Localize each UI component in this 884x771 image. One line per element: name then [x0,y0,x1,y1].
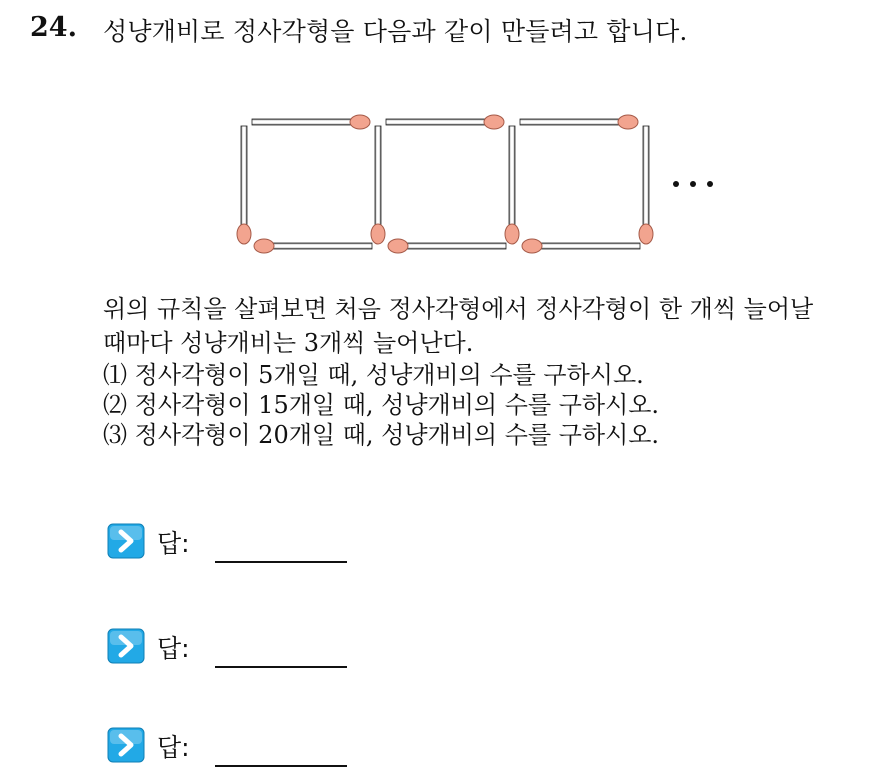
match-head [350,115,370,129]
sub-question-2: ⑵ 정사각형이 15개일 때, 성냥개비의 수를 구하시오. [103,391,660,419]
arrow-icon [107,523,145,559]
matchstick-figure [230,108,730,268]
answer-blank-line[interactable] [215,666,347,668]
matchstick-horizontal-top [520,119,634,125]
matchstick-squares-illustration [230,108,730,268]
problem-body [103,292,873,450]
match-head [371,224,385,244]
answer-blank-line[interactable] [215,765,347,767]
answer-label: 답: [157,733,190,762]
body-line-1: 위의 규칙을 살펴보면 처음 정사각형에서 정사각형이 한 개씩 늘어날 [103,295,814,323]
matchstick-horizontal-bottom [534,243,640,249]
matchstick-vertical [241,126,247,236]
match-head [522,239,542,253]
arrow-icon [107,628,145,664]
matchstick-vertical [643,126,649,236]
matchstick-vertical [375,126,381,236]
answer-label: 답: [157,634,190,663]
answer-row-1 [107,523,367,563]
match-head [484,115,504,129]
arrow-icon [107,727,145,763]
question-text: 성냥개비로 정사각형을 다음과 같이 만들려고 합니다. [103,17,688,46]
sub-question-1: ⑴ 정사각형이 5개일 때, 성냥개비의 수를 구하시오. [103,361,644,389]
match-head [237,224,251,244]
matchstick-horizontal-bottom [400,243,506,249]
answer-row-2 [107,628,367,668]
match-head [618,115,638,129]
body-line-2: 때마다 성냥개비는 3개씩 늘어난다. [103,329,474,357]
answer-row-3 [107,727,367,767]
ellipsis-dots [673,181,713,187]
matchstick-horizontal-top [252,119,366,125]
match-head [505,224,519,244]
matchstick-horizontal-top [386,119,500,125]
answer-label: 답: [157,529,190,558]
match-head [254,239,274,253]
match-head [388,239,408,253]
matchstick-horizontal-bottom [266,243,372,249]
match-head [639,224,653,244]
matchstick-vertical [509,126,515,236]
sub-question-3: ⑶ 정사각형이 20개일 때, 성냥개비의 수를 구하시오. [103,421,660,449]
answer-blank-line[interactable] [215,561,347,563]
question-number: 24. [30,12,77,43]
